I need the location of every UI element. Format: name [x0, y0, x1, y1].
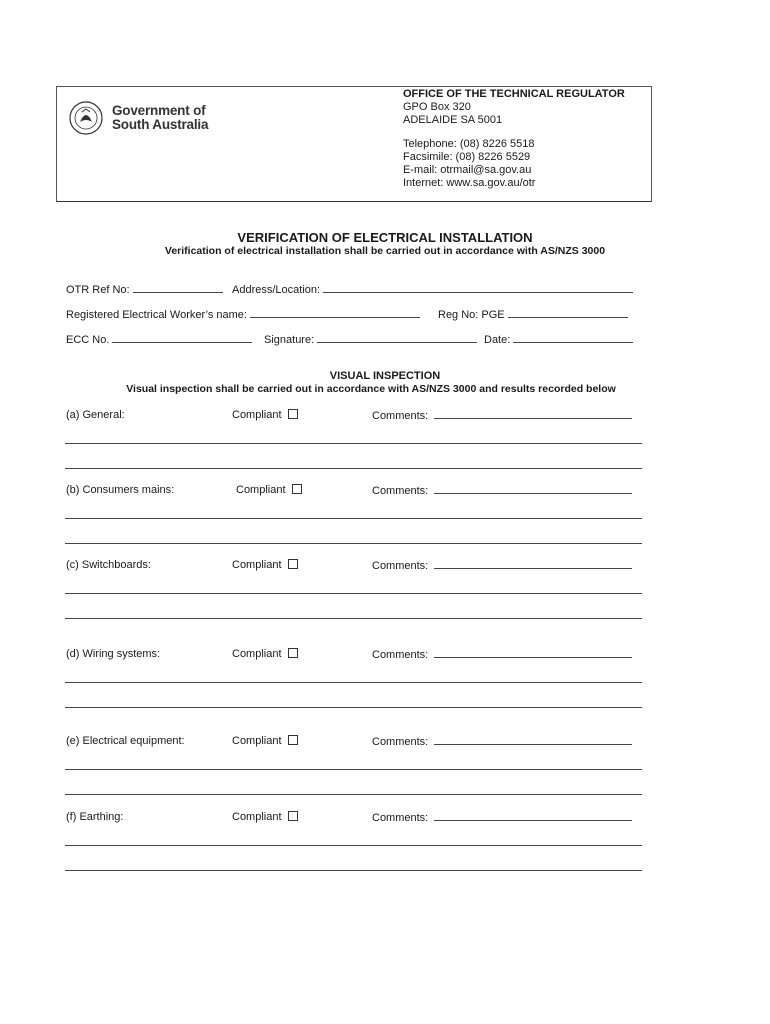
- otr-ref-field: [66, 283, 223, 296]
- compliant-label: Compliant: [232, 811, 282, 823]
- telephone: Telephone: (08) 8226 5518: [403, 138, 535, 151]
- postal-address-line1: GPO Box 320: [403, 100, 471, 113]
- comments-label: Comments:: [372, 410, 429, 422]
- reg-no-field: [438, 308, 628, 321]
- visual-inspection-subtitle: Visual inspection shall be carried out in accordance with AS/NZS 3000 and results recorded below: [126, 383, 616, 395]
- comments-input[interactable]: [434, 811, 632, 821]
- email: E-mail: otrmail@sa.gov.au: [403, 163, 532, 176]
- inspection-item-label: (b) Consumers mains:: [66, 484, 175, 496]
- compliant-label: Compliant: [232, 409, 282, 421]
- comment-line[interactable]: [65, 769, 642, 770]
- comments-field: [372, 559, 632, 572]
- comments-field: [372, 811, 632, 824]
- comment-line[interactable]: [65, 682, 642, 683]
- otr-ref-label: OTR Ref No:: [66, 284, 130, 296]
- comments-field: [372, 484, 632, 497]
- comments-label: Comments:: [372, 649, 429, 661]
- form-subtitle: Verification of electrical installation shall be carried out in accordance with AS/NZS 3000: [164, 245, 606, 257]
- ecc-field: [66, 333, 252, 346]
- inspection-item-label: (a) General:: [66, 409, 125, 421]
- comment-line[interactable]: [65, 468, 642, 469]
- reg-no-input[interactable]: [508, 308, 628, 318]
- reg-no-label: Reg No: PGE: [438, 309, 505, 321]
- comments-label: Comments:: [372, 560, 429, 572]
- compliant-checkbox[interactable]: [288, 559, 298, 569]
- logo-line-1: Government of: [112, 103, 206, 118]
- comments-label: Comments:: [372, 736, 429, 748]
- compliant-checkbox[interactable]: [288, 409, 298, 419]
- compliant-label: Compliant: [232, 735, 282, 747]
- date-input[interactable]: [513, 333, 633, 343]
- comments-input[interactable]: [434, 735, 632, 745]
- compliant-option: [232, 735, 298, 747]
- comment-line[interactable]: [65, 543, 642, 544]
- compliant-label: Compliant: [232, 648, 282, 660]
- visual-inspection-title: VISUAL INSPECTION: [329, 370, 441, 382]
- internet: Internet: www.sa.gov.au/otr: [403, 176, 536, 189]
- comments-field: [372, 735, 632, 748]
- comment-line[interactable]: [65, 794, 642, 795]
- comment-line[interactable]: [65, 518, 642, 519]
- comments-field: [372, 409, 632, 422]
- comment-line[interactable]: [65, 443, 642, 444]
- comments-label: Comments:: [372, 812, 429, 824]
- office-contact-block: [403, 88, 625, 190]
- form-title: VERIFICATION OF ELECTRICAL INSTALLATION: [237, 230, 533, 245]
- comments-input[interactable]: [434, 484, 632, 494]
- comments-input[interactable]: [434, 559, 632, 569]
- otr-ref-input[interactable]: [133, 283, 223, 293]
- compliant-checkbox[interactable]: [288, 735, 298, 745]
- compliant-option: [232, 409, 298, 421]
- postal-address-line2: ADELAIDE SA 5001: [403, 113, 503, 126]
- compliant-checkbox[interactable]: [292, 484, 302, 494]
- compliant-label: Compliant: [236, 484, 286, 496]
- compliant-checkbox[interactable]: [288, 648, 298, 658]
- address-label: Address/Location:: [232, 284, 321, 296]
- office-name: OFFICE OF THE TECHNICAL REGULATOR: [403, 88, 625, 100]
- comment-line[interactable]: [65, 870, 642, 871]
- comment-line[interactable]: [65, 618, 642, 619]
- ecc-label: ECC No.: [66, 334, 110, 346]
- signature-field: [264, 333, 477, 346]
- government-logo-text: [112, 104, 208, 132]
- compliant-label: Compliant: [232, 559, 282, 571]
- compliant-option: [236, 484, 302, 496]
- comments-label: Comments:: [372, 485, 429, 497]
- inspection-item-label: (f) Earthing:: [66, 811, 124, 823]
- compliant-checkbox[interactable]: [288, 811, 298, 821]
- worker-name-input[interactable]: [250, 308, 420, 318]
- worker-name-field: [66, 308, 420, 321]
- compliant-option: [232, 648, 298, 660]
- signature-input[interactable]: [317, 333, 477, 343]
- ecc-input[interactable]: [112, 333, 252, 343]
- signature-label: Signature:: [264, 334, 315, 346]
- comment-line[interactable]: [65, 707, 642, 708]
- comments-field: [372, 648, 632, 661]
- comment-line[interactable]: [65, 593, 642, 594]
- date-label: Date:: [484, 334, 511, 346]
- comments-input[interactable]: [434, 409, 632, 419]
- inspection-item-label: (e) Electrical equipment:: [66, 735, 185, 747]
- date-field: [484, 333, 633, 346]
- logo-line-2: South Australia: [112, 117, 209, 132]
- address-input[interactable]: [323, 283, 633, 293]
- comment-line[interactable]: [65, 845, 642, 846]
- inspection-item-label: (d) Wiring systems:: [66, 648, 161, 660]
- inspection-item-label: (c) Switchboards:: [66, 559, 151, 571]
- worker-name-label: Registered Electrical Worker’s name:: [66, 309, 247, 321]
- address-field: [232, 283, 633, 296]
- compliant-option: [232, 559, 298, 571]
- facsimile: Facsimile: (08) 8226 5529: [403, 151, 531, 164]
- compliant-option: [232, 811, 298, 823]
- comments-input[interactable]: [434, 648, 632, 658]
